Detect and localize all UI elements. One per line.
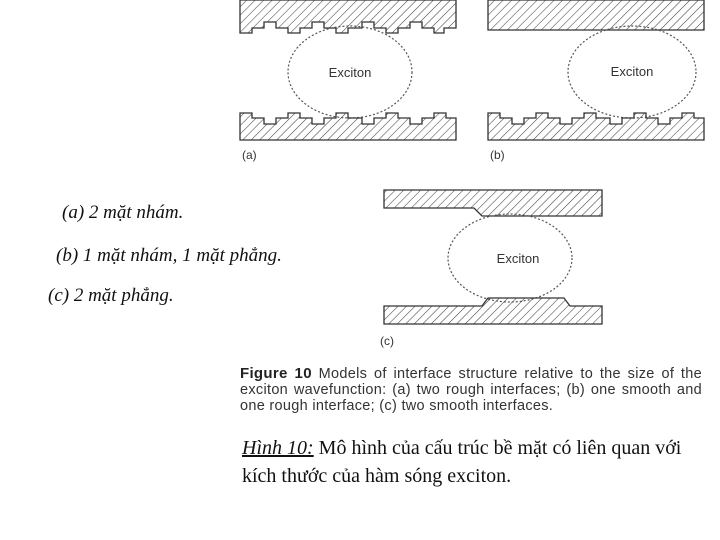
figure-caption-text: Models of interface structure relative to the size of the exciton wavefunction: (a) two rough interfaces; (b) one smooth and one rough interface; (c) two smooth interfaces. [240, 366, 702, 414]
panel-c [378, 190, 610, 348]
vietnamese-caption-text: Mô hình của cấu trúc bề mặt có liên quan với kích thước của hàm sóng exciton. [242, 437, 682, 487]
legend-line-c: (c) 2 mặt phẳng. [48, 285, 174, 306]
panel-b [486, 0, 706, 165]
top-smooth-interface [384, 190, 602, 216]
vietnamese-caption [242, 434, 712, 490]
panel-c-diagram [378, 190, 610, 348]
legend-line-a: (a) 2 mặt nhám. [62, 202, 184, 223]
panel-letter-a: (a) [242, 148, 257, 162]
panel-letter-b: (b) [490, 148, 505, 162]
bottom-rough-interface [488, 113, 704, 140]
top-rough-interface [240, 0, 456, 33]
panel-b-diagram [486, 0, 706, 165]
panel-letter-c: (c) [380, 334, 394, 348]
bottom-smooth-interface [384, 298, 602, 324]
panel-a-diagram [238, 0, 458, 165]
vietnamese-caption-label: Hình 10: [242, 437, 314, 459]
top-smooth-interface [488, 0, 704, 30]
legend-line-b: (b) 1 mặt nhám, 1 mặt phẳng. [56, 245, 282, 266]
exciton-label: Exciton [496, 251, 540, 266]
bottom-rough-interface [240, 113, 456, 140]
exciton-label: Exciton [610, 64, 654, 79]
figure-caption-label: Figure 10 [240, 365, 312, 382]
panel-a [238, 0, 458, 165]
exciton-label: Exciton [328, 65, 372, 80]
figure-caption [240, 366, 702, 414]
